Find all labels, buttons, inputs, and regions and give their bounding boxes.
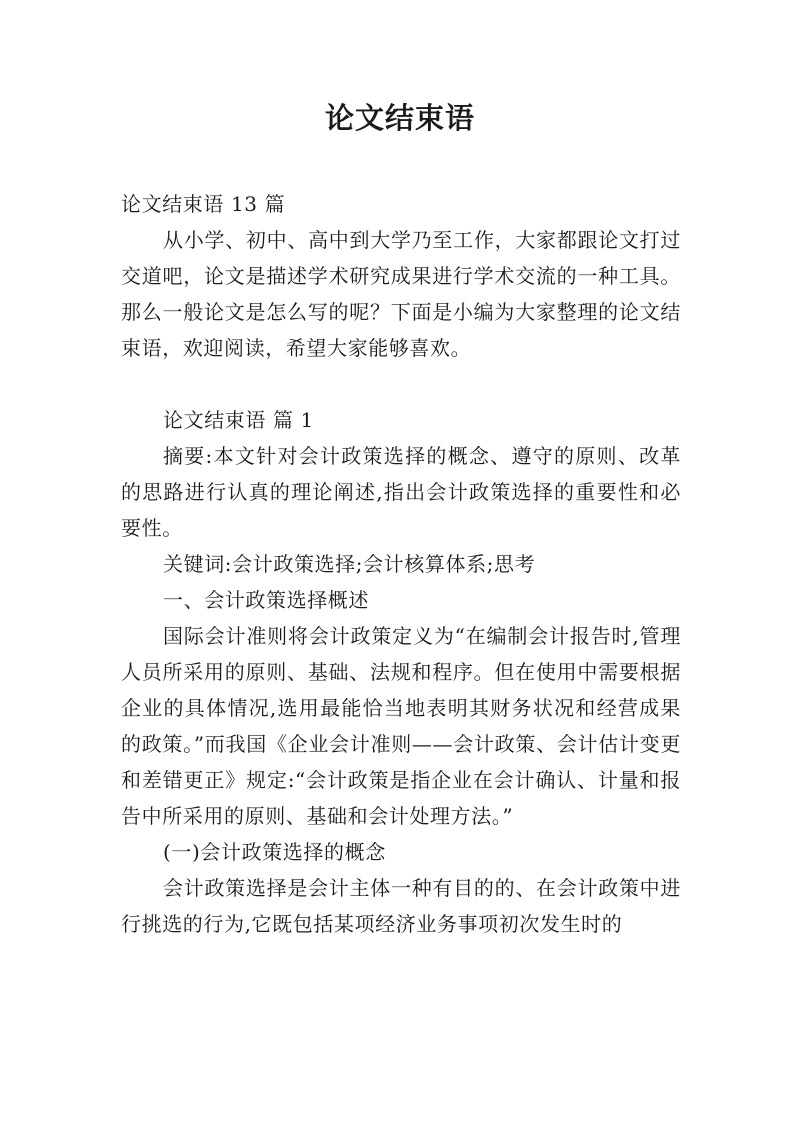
section-heading: 论文结束语 篇 1 (163, 408, 314, 432)
document-title: 论文结束语 (324, 101, 475, 135)
intro-paragraph: 从小学、初中、高中到大学乃至工作，大家都跟论文打过交道吧，论文是描述学术研究成果进行学术交流的一种工具。那么一般论文是怎么写的呢？下面是小编为大家整理的论文结束语，欢迎阅读，希望大家能够喜欢。 (121, 228, 681, 360)
keywords-line: 关键词:会计政策选择;会计核算体系;思考 (163, 552, 536, 576)
heading-one: 一、会计政策选择概述 (163, 588, 369, 612)
document-subtitle: 论文结束语 13 篇 (121, 192, 286, 216)
document-body (121, 186, 681, 942)
paragraph-one: 国际会计准则将会计政策定义为“在编制会计报告时,管理人员所采用的原则、基础、法规和程序。但在使用中需要根据企业的具体情况,选用最能恰当地表明其财务状况和经营成果的政策。”而我国《企业会计准则——会计政策、会计估计变更和差错更正》规定:“会计政策是指企业在会计确认、计量和报告中所采用的原则、基础和会计处理方法。” (121, 624, 681, 828)
sub-heading: (一)会计政策选择的概念 (163, 840, 386, 864)
paragraph-two: 会计政策选择是会计主体一种有目的的、在会计政策中进行挑选的行为,它既包括某项经济业务事项初次发生时的 (121, 876, 681, 936)
abstract-paragraph: 摘要:本文针对会计政策选择的概念、遵守的原则、改革的思路进行认真的理论阐述,指出会计政策选择的重要性和必要性。 (121, 444, 681, 540)
paragraph-spacer (121, 366, 681, 402)
